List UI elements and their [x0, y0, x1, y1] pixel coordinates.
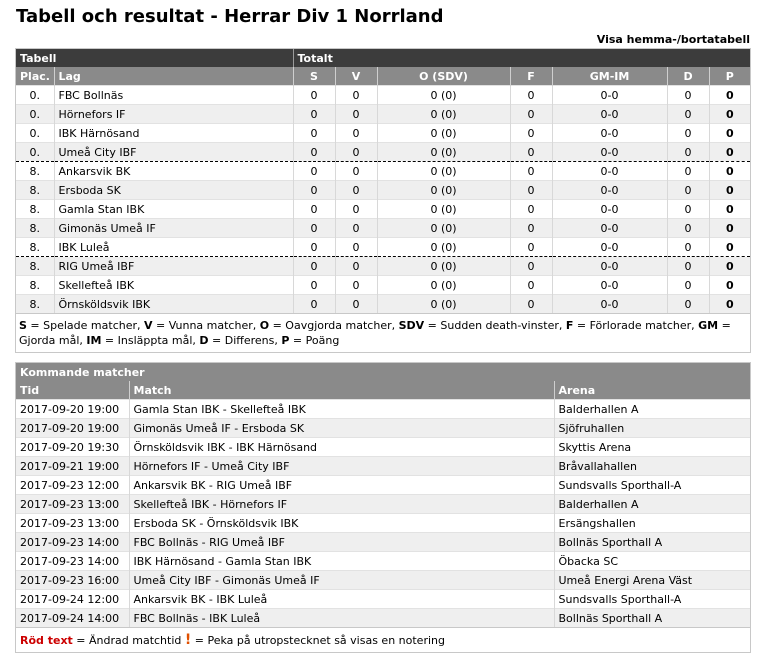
team-name[interactable]: Umeå City IBF — [54, 143, 293, 162]
played: 0 — [293, 181, 335, 200]
standings-position: 0. — [29, 88, 40, 102]
team-name[interactable]: Hörnefors IF — [54, 105, 293, 124]
legend-abbr: IM — [86, 334, 102, 347]
team-name[interactable]: Gimonäs Umeå IF — [54, 219, 293, 238]
points: 0 — [709, 181, 750, 200]
upcoming-col-1: Match — [129, 381, 554, 400]
match-time: 2017-09-23 12:00 — [20, 478, 120, 492]
won: 0 — [335, 238, 377, 257]
goals: 0-0 — [552, 143, 667, 162]
goals: 0-0 — [552, 238, 667, 257]
points: 0 — [709, 105, 750, 124]
standings-col-4: O (SDV) — [377, 67, 510, 86]
played: 0 — [293, 162, 335, 181]
lost: 0 — [510, 257, 552, 276]
match-teams: Hörnefors IF - Umeå City IBF — [129, 457, 554, 476]
match-row — [16, 476, 750, 495]
match-time: 2017-09-20 19:00 — [20, 402, 120, 416]
standings-position: 8. — [16, 181, 54, 200]
drawn: 0 (0) — [377, 200, 510, 219]
lost: 0 — [510, 295, 552, 314]
upcoming-column-header — [16, 381, 750, 400]
won: 0 — [335, 200, 377, 219]
standings-col-3: V — [335, 67, 377, 86]
lost: 0 — [510, 162, 552, 181]
match-teams: Ankarsvik BK - IBK Luleå — [129, 590, 554, 609]
upcoming-matches-table — [16, 363, 750, 627]
goal-diff: 0 — [667, 257, 709, 276]
upcoming-section-label: Kommande matcher — [16, 363, 750, 381]
legend-desc: = Gjorda mål, — [19, 319, 731, 347]
lost: 0 — [510, 276, 552, 295]
legend-desc: = Differens, — [208, 334, 282, 347]
match-time: 2017-09-20 19:00 — [16, 419, 129, 438]
won: 0 — [335, 257, 377, 276]
standings-row — [16, 276, 750, 295]
match-arena: Balderhallen A — [554, 495, 750, 514]
won: 0 — [335, 86, 377, 105]
match-row — [16, 457, 750, 476]
goal-diff: 0 — [667, 238, 709, 257]
match-time: 2017-09-23 14:00 — [20, 554, 120, 568]
points: 0 — [709, 219, 750, 238]
standings-col-2: S — [293, 67, 335, 86]
upcoming-col-0: Tid — [16, 381, 129, 400]
standings-panel — [15, 48, 751, 353]
legend-abbr: F — [565, 319, 574, 332]
match-arena: Sundsvalls Sporthall-A — [554, 590, 750, 609]
goals: 0-0 — [552, 105, 667, 124]
legend-abbr: GM — [698, 319, 719, 332]
played: 0 — [293, 86, 335, 105]
standings-position: 8. — [29, 164, 40, 178]
legend-abbr: S — [19, 319, 27, 332]
standings-position: 8. — [16, 295, 54, 314]
match-teams: Ersboda SK - Örnsköldsvik IBK — [129, 514, 554, 533]
upcoming-matches-panel — [15, 362, 751, 653]
drawn: 0 (0) — [377, 295, 510, 314]
goals: 0-0 — [552, 124, 667, 143]
match-teams: Skellefteå IBK - Hörnefors IF — [129, 495, 554, 514]
legend-desc: = Förlorade matcher, — [573, 319, 699, 332]
standings-position: 0. — [16, 143, 54, 162]
standings-position: 8. — [16, 257, 54, 276]
goals: 0-0 — [552, 295, 667, 314]
drawn: 0 (0) — [377, 124, 510, 143]
team-name[interactable]: Örnsköldsvik IBK — [54, 295, 293, 314]
lost: 0 — [510, 200, 552, 219]
goals: 0-0 — [552, 257, 667, 276]
drawn: 0 (0) — [377, 105, 510, 124]
points: 0 — [709, 162, 750, 181]
match-row — [16, 609, 750, 628]
goal-diff: 0 — [667, 295, 709, 314]
played: 0 — [293, 124, 335, 143]
drawn: 0 (0) — [377, 181, 510, 200]
match-time: 2017-09-21 19:00 — [16, 457, 129, 476]
legend-abbr: V — [144, 319, 153, 332]
standings-row — [16, 200, 750, 219]
match-time: 2017-09-24 14:00 — [16, 609, 129, 628]
won: 0 — [335, 181, 377, 200]
points: 0 — [709, 143, 750, 162]
goal-diff: 0 — [667, 276, 709, 295]
match-teams: FBC Bollnäs - IBK Luleå — [129, 609, 554, 628]
points: 0 — [709, 276, 750, 295]
won: 0 — [335, 162, 377, 181]
match-arena: Skyttis Arena — [554, 438, 750, 457]
team-name[interactable]: Gamla Stan IBK — [54, 200, 293, 219]
won: 0 — [335, 143, 377, 162]
changed-time-label: Röd text — [20, 634, 73, 647]
match-row — [16, 419, 750, 438]
standings-row — [16, 181, 750, 200]
standings-row — [16, 257, 750, 276]
match-row — [16, 400, 750, 419]
played: 0 — [293, 200, 335, 219]
match-time: 2017-09-23 13:00 — [20, 516, 120, 530]
match-arena: Bollnäs Sporthall A — [554, 609, 750, 628]
match-row — [16, 571, 750, 590]
exclamation-desc: = Peka på utropstecknet så visas en notering — [191, 634, 445, 647]
standings-body — [16, 86, 750, 314]
lost: 0 — [510, 219, 552, 238]
match-teams: FBC Bollnäs - RIG Umeå IBF — [129, 533, 554, 552]
lost: 0 — [510, 238, 552, 257]
goal-diff: 0 — [667, 219, 709, 238]
standings-row — [16, 86, 750, 105]
team-name[interactable]: Ersboda SK — [54, 181, 293, 200]
match-row — [16, 533, 750, 552]
won: 0 — [335, 124, 377, 143]
standings-total-label: Totalt — [293, 49, 750, 67]
match-arena: Öbacka SC — [554, 552, 750, 571]
points: 0 — [709, 86, 750, 105]
team-name[interactable]: RIG Umeå IBF — [54, 257, 293, 276]
match-row — [16, 552, 750, 571]
drawn: 0 (0) — [377, 257, 510, 276]
changed-time-desc: = Ändrad matchtid — [72, 634, 185, 647]
played: 0 — [293, 276, 335, 295]
standings-col-7: D — [667, 67, 709, 86]
drawn: 0 (0) — [377, 86, 510, 105]
goal-diff: 0 — [667, 143, 709, 162]
goal-diff: 0 — [667, 105, 709, 124]
legend-abbr: SDV — [398, 319, 425, 332]
legend-desc: = Spelade matcher, — [26, 319, 144, 332]
drawn: 0 (0) — [377, 238, 510, 257]
legend-abbr: P — [281, 334, 290, 347]
standings-position: 0. — [29, 126, 40, 140]
match-arena: Balderhallen A — [554, 400, 750, 419]
goals: 0-0 — [552, 276, 667, 295]
played: 0 — [293, 219, 335, 238]
standings-row — [16, 162, 750, 181]
drawn: 0 (0) — [377, 143, 510, 162]
legend-abbr: D — [199, 334, 209, 347]
points: 0 — [709, 257, 750, 276]
standings-row — [16, 238, 750, 257]
match-arena: Bollnäs Sporthall A — [554, 533, 750, 552]
goal-diff: 0 — [667, 124, 709, 143]
match-time: 2017-09-24 12:00 — [20, 592, 120, 606]
match-teams: Örnsköldsvik IBK - IBK Härnösand — [129, 438, 554, 457]
goal-diff: 0 — [667, 181, 709, 200]
team-name[interactable]: IBK Härnösand — [54, 124, 293, 143]
goals: 0-0 — [552, 86, 667, 105]
home-away-table-link[interactable]: Visa hemma-/bortatabell — [596, 33, 750, 46]
points: 0 — [709, 238, 750, 257]
upcoming-footnote — [16, 627, 750, 652]
match-time: 2017-09-23 13:00 — [16, 495, 129, 514]
drawn: 0 (0) — [377, 162, 510, 181]
exclamation-icon: ! — [184, 632, 192, 648]
match-teams: Umeå City IBF - Gimonäs Umeå IF — [129, 571, 554, 590]
team-name[interactable]: IBK Luleå — [54, 238, 293, 257]
goal-diff: 0 — [667, 86, 709, 105]
standings-position: 8. — [16, 219, 54, 238]
legend-desc: = Insläppta mål, — [101, 334, 200, 347]
played: 0 — [293, 105, 335, 124]
standings-col-8: P — [709, 67, 750, 86]
upcoming-body — [16, 400, 750, 628]
match-teams: Ankarsvik BK - RIG Umeå IBF — [129, 476, 554, 495]
standings-row — [16, 143, 750, 162]
standings-row — [16, 124, 750, 143]
match-row — [16, 590, 750, 609]
lost: 0 — [510, 124, 552, 143]
legend-desc: = Sudden death-vinster, — [424, 319, 566, 332]
points: 0 — [709, 295, 750, 314]
goals: 0-0 — [552, 200, 667, 219]
team-name[interactable]: Skellefteå IBK — [54, 276, 293, 295]
match-row — [16, 514, 750, 533]
match-arena: Ersängshallen — [554, 514, 750, 533]
legend-desc: = Vunna matcher, — [152, 319, 260, 332]
won: 0 — [335, 276, 377, 295]
lost: 0 — [510, 105, 552, 124]
match-row — [16, 438, 750, 457]
match-teams: IBK Härnösand - Gamla Stan IBK — [129, 552, 554, 571]
played: 0 — [293, 143, 335, 162]
standings-group-label: Tabell — [16, 49, 293, 67]
match-arena: Sundsvalls Sporthall-A — [554, 476, 750, 495]
team-name[interactable]: FBC Bollnäs — [54, 86, 293, 105]
standings-legend — [16, 313, 750, 352]
standings-position: 8. — [29, 240, 40, 254]
match-arena: Umeå Energi Arena Väst — [554, 571, 750, 590]
lost: 0 — [510, 143, 552, 162]
standings-row — [16, 105, 750, 124]
standings-col-1: Lag — [54, 67, 293, 86]
legend-desc: = Oavgjorda matcher, — [269, 319, 399, 332]
match-time: 2017-09-23 16:00 — [16, 571, 129, 590]
goals: 0-0 — [552, 219, 667, 238]
standings-column-header — [16, 67, 750, 86]
goal-diff: 0 — [667, 200, 709, 219]
goals: 0-0 — [552, 181, 667, 200]
lost: 0 — [510, 86, 552, 105]
match-arena: Bråvallahallen — [554, 457, 750, 476]
match-row — [16, 495, 750, 514]
legend-abbr: O — [259, 319, 270, 332]
match-teams: Gimonäs Umeå IF - Ersboda SK — [129, 419, 554, 438]
standings-group-header — [16, 49, 750, 67]
standings-position: 8. — [29, 202, 40, 216]
standings-col-5: F — [510, 67, 552, 86]
match-time: 2017-09-20 19:30 — [20, 440, 120, 454]
goals: 0-0 — [552, 162, 667, 181]
standings-position: 0. — [16, 105, 54, 124]
lost: 0 — [510, 181, 552, 200]
points: 0 — [709, 124, 750, 143]
points: 0 — [709, 200, 750, 219]
page-title: Tabell och resultat - Herrar Div 1 Norrland — [16, 6, 444, 27]
match-teams: Gamla Stan IBK - Skellefteå IBK — [129, 400, 554, 419]
played: 0 — [293, 295, 335, 314]
team-name[interactable]: Ankarsvik BK — [54, 162, 293, 181]
won: 0 — [335, 105, 377, 124]
standings-row — [16, 219, 750, 238]
match-arena: Sjöfruhallen — [554, 419, 750, 438]
upcoming-col-2: Arena — [554, 381, 750, 400]
legend-desc: = Poäng — [289, 334, 340, 347]
won: 0 — [335, 219, 377, 238]
upcoming-section-header — [16, 363, 750, 381]
played: 0 — [293, 238, 335, 257]
match-time: 2017-09-23 14:00 — [16, 533, 129, 552]
won: 0 — [335, 295, 377, 314]
played: 0 — [293, 257, 335, 276]
standings-col-0: Plac. — [16, 67, 54, 86]
standings-position: 8. — [29, 278, 40, 292]
goal-diff: 0 — [667, 162, 709, 181]
standings-table — [16, 49, 750, 313]
drawn: 0 (0) — [377, 276, 510, 295]
standings-col-6: GM-IM — [552, 67, 667, 86]
standings-row — [16, 295, 750, 314]
drawn: 0 (0) — [377, 219, 510, 238]
